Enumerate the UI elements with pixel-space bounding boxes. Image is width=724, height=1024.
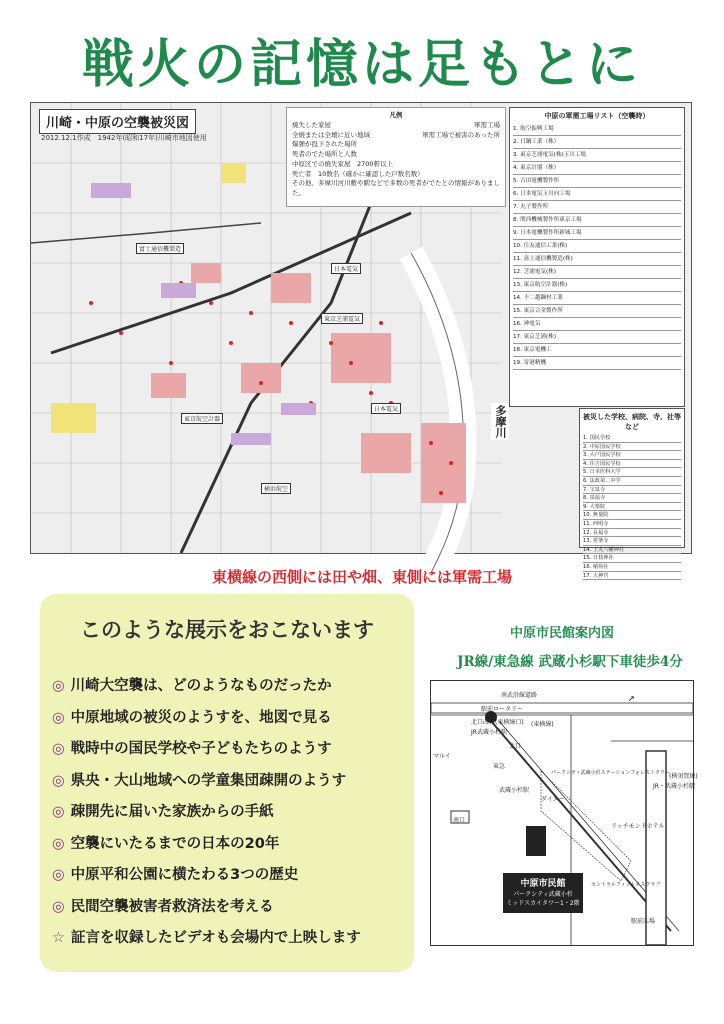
exhibit-item	[52, 895, 274, 916]
school-list-row: 6. 法政第二中学	[583, 477, 681, 486]
road-label: 南武沿線道路	[501, 692, 538, 699]
exhibit-text: 民間空襲被害者救済法を考える	[70, 898, 274, 915]
tokyu-line-label: (東横線)	[531, 721, 554, 728]
exhibit-item	[52, 800, 274, 821]
school-list-row: 10. 無量院	[583, 511, 681, 520]
exhibit-marker: ◎	[52, 709, 65, 726]
legend-item: 爆弾が投下された場所	[292, 140, 357, 149]
exhibit-text: 川崎大空襲は、どのようなものだったか	[70, 678, 332, 694]
factory-list-row: 13. 東京航空計器(株)	[513, 279, 681, 292]
map-title: 川崎・中原の空襲被災図	[39, 109, 196, 134]
map-legend	[286, 107, 506, 207]
school-list-row: 12. 長福寺	[583, 529, 681, 538]
exhibit-text: 戦時中の国民学校や子どもたちのようす	[70, 741, 332, 757]
exhibit-text: 中原地域の被災のようすを、地図で見る	[70, 709, 332, 726]
school-list	[579, 408, 685, 579]
factory-list	[509, 107, 685, 407]
exhibit-marker: ◎	[52, 741, 65, 757]
school-list-row: 3. 大戸国民学校	[583, 451, 681, 460]
venue-name: 中原市民館	[520, 879, 566, 889]
factory-list-row: 9. 日本電機製作所新城工場	[513, 227, 681, 240]
exhibit-marker: ◎	[52, 772, 65, 789]
factory-list-rows	[513, 123, 681, 370]
tokyu-station-label: 武蔵小杉駅	[499, 787, 530, 794]
school-list-row: 7. 宝泉寺	[583, 486, 681, 495]
fitness-label: セントラルフィットネスクラブ	[591, 882, 661, 888]
map-place-label: 日本電気	[371, 403, 401, 414]
svg-text:↗: ↗	[628, 694, 635, 703]
exhibits-panel	[40, 594, 414, 972]
exhibit-marker: ◎	[52, 898, 65, 915]
school-list-row: 2. 中原国民学校	[583, 443, 681, 452]
factory-list-row: 7. 丸子製作所	[513, 201, 681, 214]
factory-list-row: 17. 東京芝浦(株)	[513, 331, 681, 344]
station-square-label: 駅前広場	[631, 918, 656, 925]
map-place-label: 東京芝浦電気	[321, 313, 363, 324]
jr-right-label: JR・武蔵小杉駅	[653, 783, 695, 790]
map-date: 2012.12.1作成 1942年(昭和17年)川崎市地図使用	[41, 134, 207, 142]
exhibit-text: 証言を収録したビデオも会場内で上映します	[71, 930, 361, 946]
yokosuka-label: (横須賀線)	[669, 773, 698, 780]
factory-list-row: 18. 東京電機工	[513, 344, 681, 357]
exhibit-text: 県央・大山地域への学童集団疎開のようす	[70, 772, 347, 789]
factory-list-row: 19. 寄港精機	[513, 357, 681, 370]
school-list-heading: 被災した学校、病院、寺、社等など	[583, 413, 681, 431]
exhibit-item	[52, 674, 332, 695]
hotel-label: リッチモンドホテル	[611, 823, 665, 830]
factory-list-row: 11. 富士通信機製造(株)	[513, 253, 681, 266]
legend-item: 死者のでた場所と人数	[292, 150, 357, 158]
legend-item: 軍需工場	[474, 120, 500, 129]
factory-list-row: 2. 日鋼工業（株）	[513, 136, 681, 149]
venue-building: パークシティ武蔵小杉	[513, 891, 573, 898]
legend-item: 焼失した家屋	[292, 120, 331, 129]
exhibit-item	[52, 926, 361, 947]
page-title: 戦火の記憶は足もとに	[81, 34, 642, 95]
factory-list-row: 1. 航空振興工場	[513, 123, 681, 136]
marui-label: マルイ	[433, 753, 451, 760]
factory-list-row: 4. 東京計器（株）	[513, 162, 681, 175]
legend-note: 死亡者 10数名（確かに確認した戸数名数）	[292, 169, 424, 178]
school-list-row: 15. 日枝神社	[583, 554, 681, 563]
exhibit-text: 空襲にいたるまでの日本の20年	[70, 835, 280, 852]
school-list-row: 16. 稲荷社	[583, 563, 681, 572]
exhibit-item	[52, 737, 332, 758]
map-place-label: 日本電気	[331, 263, 361, 274]
school-list-row: 13. 常楽寺	[583, 537, 681, 546]
school-list-rows	[583, 434, 681, 580]
river-label: 多摩川	[491, 403, 509, 440]
exhibit-item	[52, 832, 279, 853]
exhibit-item	[52, 863, 298, 884]
legend-item: 軍需工場で被害のあった所	[422, 130, 500, 139]
factory-list-row: 5. 吉田電機製作所	[513, 175, 681, 188]
map-place-label: 富士通信機製造	[136, 243, 184, 254]
exhibit-text: 疎開先に届いた家族からの手紙	[70, 804, 274, 820]
access-title: 中原市民館案内図	[509, 626, 614, 641]
factory-list-heading: 中原の軍需工場リスト（空襲時）	[544, 112, 650, 120]
legend-heading: 凡例	[389, 111, 403, 119]
jr-station-label: JR武蔵小杉駅	[471, 729, 507, 736]
factory-list-row: 14. 不二越鋼材工業	[513, 292, 681, 305]
exhibits-title: このような展示をおこないます	[80, 617, 374, 642]
exhibit-marker: ◎	[52, 835, 65, 852]
south-exit-label: 南口	[453, 817, 466, 824]
tokyu-label: 東急	[493, 763, 506, 770]
exhibit-item	[52, 769, 346, 790]
factory-list-row: 16. 神電気	[513, 318, 681, 331]
school-list-row: 9. 大楽院	[583, 503, 681, 512]
legend-note: その他、多摩川河川敷や駅などで多数の死者がでたとの情報がありました。	[292, 179, 500, 197]
school-list-row: 4. 住吉国民学校	[583, 460, 681, 469]
map-caption: 東横線の西側には田や畑、東側には軍需工場	[211, 568, 512, 586]
exhibit-item	[52, 706, 332, 727]
school-list-row: 8. 泉福寺	[583, 494, 681, 503]
factory-list-row: 10. 住友通信工業(株)	[513, 240, 681, 253]
north-label: 北口	[509, 743, 522, 750]
factory-list-row: 12. 芝浦電気(株)	[513, 266, 681, 279]
venue-marker	[503, 873, 583, 913]
school-list-row: 14. 上丸八幡神社	[583, 546, 681, 555]
exhibit-marker: ☆	[52, 930, 65, 946]
factory-list-row: 6. 日本電気玉川向工場	[513, 188, 681, 201]
map-place-label: 東京航空計器	[181, 413, 223, 424]
rotary-label: 駅前ロータリー	[481, 706, 524, 713]
factory-list-row: 8. 関西機械製作所東京工場	[513, 214, 681, 227]
factory-list-row: 15. 東京合金製作所	[513, 305, 681, 318]
factory-list-row: 3. 東京芝浦電気(株)玉川工場	[513, 149, 681, 162]
map-place-label: 横浜航空	[261, 483, 291, 494]
legend-note: 中原区での焼失家屋 2700軒以上	[292, 159, 394, 168]
exhibit-marker: ◎	[52, 867, 65, 883]
school-list-row: 17. 大神宮	[583, 572, 681, 581]
north-exit-label: 北口改札(東横線口)	[471, 719, 524, 726]
exhibit-marker: ◎	[52, 804, 65, 820]
legend-item: 全焼または全壊に近い地域	[292, 130, 370, 139]
school-list-row: 5. 日本医科大学	[583, 468, 681, 477]
exhibit-text: 中原平和公園に横たわる3つの歴史	[70, 867, 299, 883]
access-subtitle: JR線/東急線 武蔵小杉駅下車徒歩4分	[457, 654, 683, 670]
venue-floor: ミッドスカイタワー1・2階	[506, 900, 580, 907]
school-list-row: 11. 西明寺	[583, 520, 681, 529]
park-city-label: パークシティ武蔵小杉ステーションフォレストタワー	[551, 770, 670, 776]
access-map	[430, 680, 698, 946]
exhibit-marker: ◎	[52, 678, 65, 694]
daiei-label: ダイエー	[541, 796, 565, 803]
school-list-row: 1. 国民学校	[583, 434, 681, 443]
